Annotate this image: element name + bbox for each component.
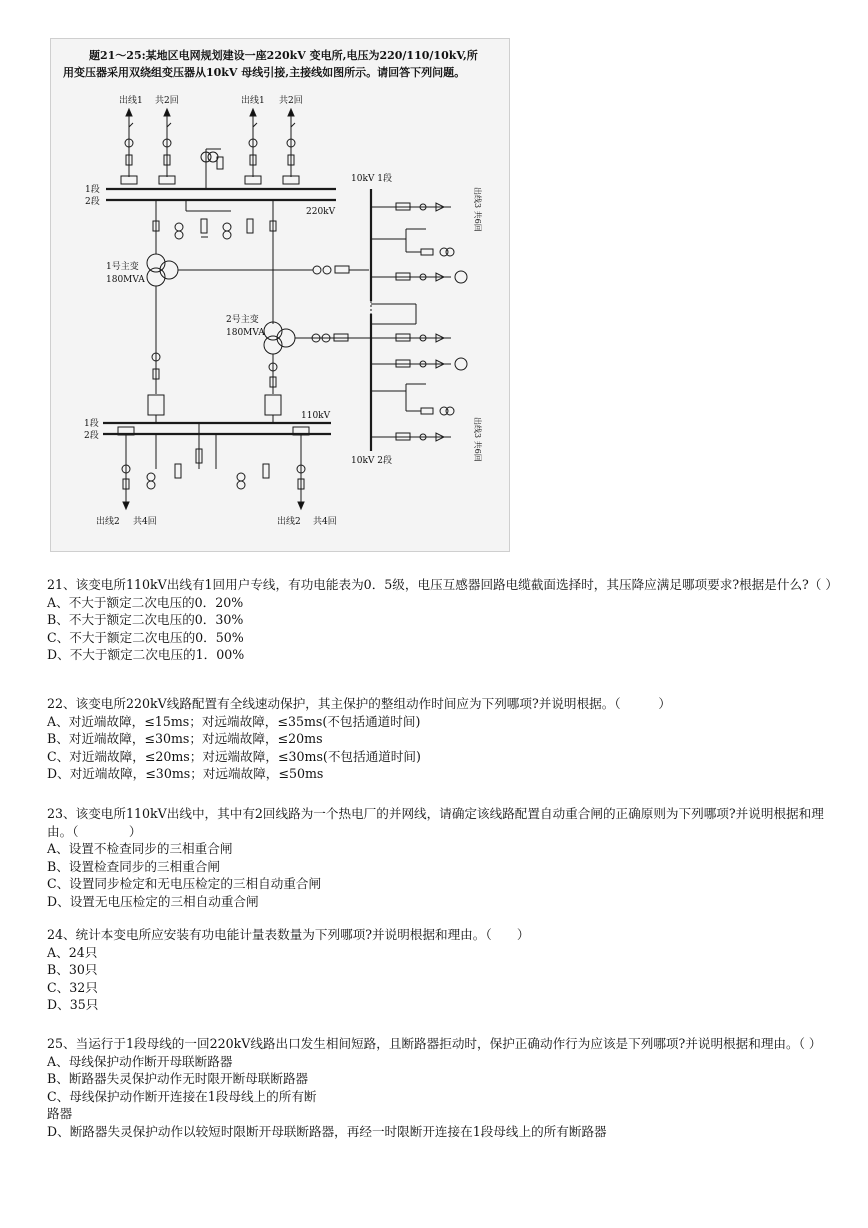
option-c: C、母线保护动作断开连接在1段母线上的所有断 路器 — [47, 1088, 317, 1122]
label-tr2-name: 2号主变 — [226, 315, 259, 325]
label-10kv-1: 10kV 1段 — [351, 174, 392, 184]
option-a: A、设置不检查同步的三相重合闸 — [47, 841, 233, 857]
label-bus2-110: 2段 — [84, 431, 99, 441]
wiring-diagram-figure — [50, 38, 510, 552]
figure-caption-line2: 用变压器采用双绕组变压器从10kV 母线引接,主接线如图所示。请回答下列问题。 — [63, 66, 466, 79]
option-d: D、35只 — [47, 997, 99, 1013]
option-c: C、32只 — [47, 979, 98, 995]
option-d: D、对近端故障，≤30ms；对远端故障，≤50ms — [47, 766, 324, 782]
label-bus2-220: 2段 — [85, 197, 100, 207]
figure-caption-line1: 题21～25:某地区电网规划建设一座220kV 变电所,电压为220/110/10kV,所 — [89, 49, 478, 62]
feeders-10kv-upper — [371, 203, 467, 283]
question-stem: 22、该变电所220kV线路配置有全线速动保护，其主保护的整组动作时间应为下列哪项?并说明根据。（ ） — [47, 696, 671, 711]
label-tr1-cap: 180MVA — [106, 275, 145, 285]
question-25 — [47, 1035, 837, 1141]
label-out1-b: 出线1 — [241, 96, 265, 106]
option-c: C、不大于额定二次电压的0．50% — [47, 629, 244, 645]
option-d: D、不大于额定二次电压的1．00% — [47, 647, 245, 663]
question-22 — [47, 695, 837, 783]
option-b: B、对近端故障，≤30ms；对远端故障，≤20ms — [47, 731, 323, 747]
label-gong4-b: 共4回 — [313, 517, 337, 527]
option-c: C、对近端故障，≤20ms；对远端故障，≤30ms(不包括通道时间) — [47, 748, 421, 764]
label-tr1-name: 1号主变 — [106, 262, 139, 272]
devices-220kv-lower — [153, 200, 276, 244]
question-21 — [47, 576, 837, 664]
option-b: B、设置检查同步的三相重合闸 — [47, 858, 220, 874]
option-d: D、设置无电压检定的三相自动重合闸 — [47, 893, 259, 909]
question-24 — [47, 926, 837, 1014]
transformer-2 — [264, 200, 371, 394]
label-out1-a: 出线1 — [119, 96, 143, 106]
label-10kv-2: 10kV 2段 — [351, 456, 392, 466]
label-out2-a: 出线2 — [96, 517, 120, 527]
label-out2-b: 出线2 — [277, 517, 301, 527]
option-b: B、不大于额定二次电压的0．30% — [47, 612, 244, 628]
option-a: A、不大于额定二次电压的0．20% — [47, 594, 244, 610]
feeders-10kv-lower — [371, 334, 467, 441]
question-stem: 23、该变电所110kV出线中，其中有2回线路为一个热电厂的并网线，请确定该线路配置自动重合闸的正确原则为下列哪项?并说明根据和理由。（ ） — [47, 806, 824, 839]
option-a: A、24只 — [47, 944, 98, 960]
option-b: B、断路器失灵保护动作无时限开断母联断路器 — [47, 1071, 309, 1087]
question-stem: 25、当运行于1段母线的一回220kV线路出口发生相间短路，且断路器拒动时，保护正确动作行为应该是下列哪项?并说明根据和理由。（ ） — [47, 1036, 822, 1051]
feeders-110kv — [118, 423, 309, 509]
label-110kv: 110kV — [301, 411, 331, 421]
option-b: B、30只 — [47, 962, 98, 978]
label-out3-top: 出线3 共6回 — [473, 187, 482, 232]
label-gong2-a: 共2回 — [155, 96, 179, 106]
label-out3-bot: 出线3 共6回 — [473, 417, 482, 462]
label-bus1-220: 1段 — [85, 185, 100, 195]
option-c: C、设置同步检定和无电压检定的三相自动重合闸 — [47, 876, 322, 892]
feeders-220kv — [121, 109, 299, 189]
option-a: A、对近端故障，≤15ms；对远端故障，≤35ms(不包括通道时间) — [47, 713, 421, 729]
question-stem: 24、统计本变电所应安装有功电能计量表数量为下列哪项?并说明根据和理由。（ ） — [47, 927, 530, 942]
label-gong4-a: 共4回 — [133, 517, 157, 527]
question-stem: 21、该变电所110kV出线有1回用户专线，有功电能表为0．5级，电压互感器回路电缆截面选择时，其压降应满足哪项要求?根据是什么?（ ） — [47, 577, 838, 592]
option-d: D、断路器失灵保护动作以较短时限断开母联断路器，再经一时限断开连接在1段母线上的所有断路器 — [47, 1123, 607, 1139]
label-gong2-b: 共2回 — [279, 96, 303, 106]
option-a: A、母线保护动作断开母联断路器 — [47, 1053, 233, 1069]
label-tr2-cap: 180MVA — [226, 328, 265, 338]
label-bus1-110: 1段 — [84, 419, 99, 429]
label-220kv: 220kV — [306, 207, 336, 217]
question-23 — [47, 805, 837, 911]
